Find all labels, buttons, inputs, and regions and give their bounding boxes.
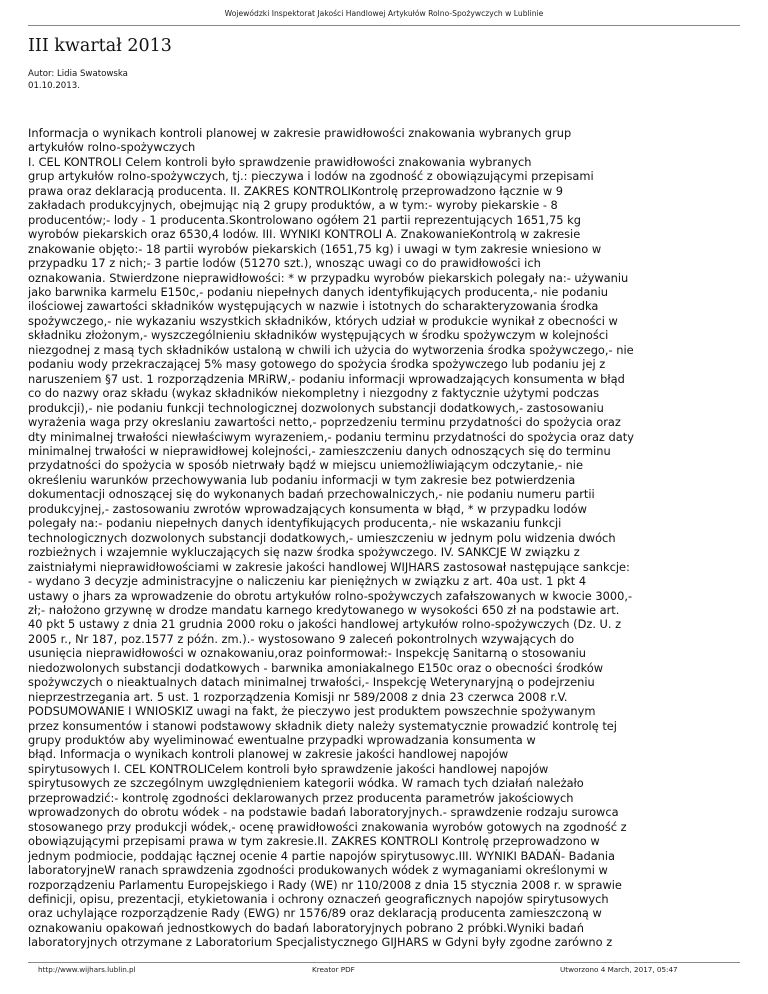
page-header: Wojewódzki Inspektorat Jakości Handlowej Artykułów Rolno-Spożywczych w Lublinie	[224, 9, 544, 18]
footer-generator: Kreator PDF	[312, 965, 355, 974]
footer-url: http://www.wijhars.lublin.pl	[38, 965, 136, 974]
article-body: Informacja o wynikach kontroli planowej w zakresie prawidłowości znakowania wybranych grup artykułów rolno-spożywczych I. CEL KONTROLI Celem kontroli było sprawdzenie prawidłowości znakowania wybranych grup artykułów rolno-spożywczych, tj.: pieczywa i lodów na zgodność z obowiązującymi przepisami prawa oraz deklaracją producenta. II. ZAKRES KONTROLIKontrolę przeprowadzono łącznie w 9 zakładach produkcyjnych, obejmując nią 2 grupy produktów, a w tym:- wyroby piekarskie - 8 producentów;- lody - 1 producenta.Skontrolowano ogółem 21 partii reprezentujących 1651,75 kg wyrobów piekarskich oraz 6530,4 lodów. III. WYNIKI KONTROLI A. ZnakowanieKontrolą w zakresie znakowanie objęto:- 18 partii wyrobów piekarskich (1651,75 kg) i uwagi w tym zakresie wniesiono w przypadku 17 z nich;- 3 partie lodów (51270 szt.), wnosząc uwagi co do prawidłowości ich oznakowania. Stwierdzone nieprawidłowości: * w przypadku wyrobów piekarskich polegały na:- używaniu jako barwnika karmelu E150c,- podaniu niepełnych danych identyfikujących producenta,- nie podaniu ilościowej zawartości składników występujących w nazwie i istotnych do scharakteryzowania środka spożywczego,- nie wykazaniu wszystkich składników, których udział w produkcie wynikał z obecności w składniku złożonym,- wyszczególnieniu składników występujących w środku spożywczym w kolejności niezgodnej z masą tych składników ustaloną w chwili ich użycia do wytworzenia środka spożywczego,- nie podaniu wody przekraczającej 5% masy gotowego do spożycia środka spożywczego lub podaniu jej z naruszeniem §7 ust. 1 rozporządzenia MRiRW,- podaniu informacji wprowadzających konsumenta w błąd co do nazwy oraz składu (wykaz składników niekompletny i niezgodny z faktycznie użytymi podczas produkcji),- nie podaniu funkcji technologicznej dozwolonych substancji dodatkowych,- zastosowaniu wyrażenia waga przy okreslaniu zawartości netto,- poprzedzeniu terminu przydatności do spożycia oraz dty minimalnej trwałości niewłaściwym wyrazeniem,- podaniu terminu przydatności do spożycia oraz daty minimalnej trwałości w nieprawidłowej kolejności,- zamieszczeniu danych odnoszących się do terminu przydatności do spożycia w sposób nietrwały bądź w miejscu uniemożliwiającym odczytanie,- nie określeniu warunków przechowywania lub podaniu informacji w tym zakresie bez potwierdzenia dokumentacji odnoszącej się do wykonanych badań przechowalniczych,- nie podaniu numeru partii produkcyjnej,- zastosowaniu zwrotów wprowadzających konsumenta w błąd, * w przypadku lodów polegały na:- podaniu niepełnych danych identyfikujących producenta,- nie wskazaniu funkcji technologicznych dozwolonych substancji dodatkowych,- umieszczeniu w jednym polu widzenia dwóch rozbieżnych i wzajemnie wykluczających się nazw środka spożywczego. IV. SANKCJE W związku z zaistniałymi nieprawidłowościami w zakresie jakości handlowej WIJHARS zastosował następujące sankcje: - wydano 3 decyzje administracyjne o naliczeniu kar pieniężnych w związku z art. 40a ust. 1 pkt 4 ustawy o jhars za wprowadzenie do obrotu artykułów rolno-spożywczych zafałszowanych w kwocie 3000,- zł;- nałożono grzywnę w drodze mandatu karnego kredytowanego w wysokości 650 zł na podstawie art. 40 pkt 5 ustawy z dnia 21 grudnia 2000 roku o jakości handlowej artykułów rolno-spożywczych (Dz. U. z 2005 r., Nr 187, poz.1577 z późn. zm.).- wystosowano 9 zaleceń pokontrolnych wzywających do usunięcia nieprawidłowości w oznakowaniu,oraz poinformował:- Inspekcję Sanitarną o stosowaniu niedozwolonych substancji dodatkowych - barwnika amoniakalnego E150c oraz o obecności środków spożywczych o nieaktualnych datach minimalnej trwałości,- Inspekcję Weterynaryjną o podejrzeniu nieprzestrzegania art. 5 ust. 1 rozporządzenia Komisji nr 589/2008 z dnia 23 czerwca 2008 r.V. PODSUMOWANIE I WNIOSKIZ uwagi na fakt, że pieczywo jest produktem powszechnie spożywanym przez konsumentów i stanowi podstawowy składnik diety należy systematycznie prowadzić kontrolę tej grupy produktów aby wyeliminować ewentualne przypadki wprowadzania konsumenta w błąd. Informacja o wynikach kontroli planowej w zakresie jakości handlowej napojów spirytusowych I. CEL KONTROLICelem kontroli było sprawdzenie jakości handlowej napojów spirytusowych ze szczególnym uwzględnieniem kategorii wódka. W ramach tych działań należało przeprowadzić:- kontrolę zgodności deklarowanych przez producenta parametrów jakościowych wprowadzonych do obrotu wódek - na podstawie badań laboratoryjnych.- sprawdzenie rodzaju surowca stosowanego przy produkcji wódek,- ocenę prawidłowości znakowania wyrobów gotowych na zgodność z obowiązującymi przepisami prawa w tym zakresie.II. ZAKRES KONTROLI Kontrolę przeprowadzono w jednym podmiocie, poddając łącznej ocenie 4 partie napojów spirytusowyc.III. WYNIKI BADAŃ- Badania laboratoryjneW ranach sprawdzenia zgodności produkowanych wódek z wymaganiami określonymi w rozporządzeniu Parlamentu Europejskiego i Rady (WE) nr 110/2008 z dnia 15 stycznia 2008 r. w sprawie definicji, opisu, prezentacji, etykietowania i ochrony oznaczeń geograficznych napojów spirytusowych oraz uchylające rozporządzenie Rady (EWG) nr 1576/89 oraz deklaracją producenta zamieszczoną w oznakowaniu opakowań jednostkowych do badań laboratoryjnych pobrano 2 próbki.Wyniki badań laboratoryjnych otrzymane z Laboratorium Specjalistycznego GIJHARS w Gdyni były zgodne zarówno z	[28, 126, 634, 950]
header-divider	[28, 25, 740, 26]
footer-divider	[28, 962, 740, 963]
author-line: Autor: Lidia Swatowska	[28, 69, 128, 79]
footer-created: Utworzono 4 March, 2017, 05:47	[560, 965, 678, 974]
date-line: 01.10.2013.	[28, 81, 80, 91]
page-title: III kwartał 2013	[28, 36, 172, 56]
article-meta	[28, 68, 128, 92]
